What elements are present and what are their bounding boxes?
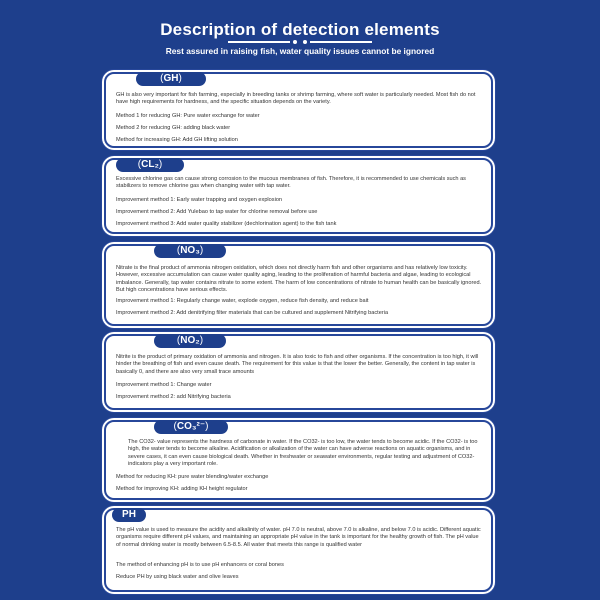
section-method: Improvement method 2: Add Yulebao to tap water for chlorine removal before use [116, 209, 318, 215]
section-card-gh [104, 72, 493, 148]
section-label: CO₃²⁻ [176, 421, 206, 432]
section-label-pill: (NO₃) [154, 244, 226, 258]
section-method: Method for improving KH: adding KH height regulator [116, 486, 248, 492]
section-method: Improvement method 2: add Nitrifying bacteria [116, 394, 231, 400]
divider-dot-left [293, 40, 297, 44]
section-label: GH [163, 73, 179, 84]
section-label-pill [112, 508, 146, 522]
section-method: Improvement method 1: Change water [116, 382, 212, 388]
section-method: Method for reducing KH: pure water blending/water exchange [116, 474, 269, 480]
section-card-no3 [104, 244, 493, 326]
divider-line-right [310, 41, 372, 43]
section-method: Improvement method 2: Add denitrifying filter materials that can be cultured and supplement Nitrifying bacteria [116, 310, 389, 316]
section-method: Method for increasing GH: Add GH lifting solution [116, 137, 238, 143]
section-label-pill: (NO₂) [154, 334, 226, 348]
section-label: NO₃ [180, 245, 200, 256]
section-label: NO₂ [180, 335, 200, 346]
section-label-pill: (GH) [136, 72, 206, 86]
section-card-no2 [104, 334, 493, 410]
section-method: Reduce PH by using black water and olive leaves [116, 574, 239, 580]
section-method: Improvement method 1: Early water trapping and oxygen explosion [116, 197, 283, 203]
section-label: CL₂ [141, 159, 159, 170]
section-label: PH [122, 509, 136, 520]
section-description: The pH value is used to measure the acidity and alkalinity of water. pH 7.0 is neutral, above 7.0 is alkaline, and below 7.0 is acidic. Different aquatic organisms require different pH values, and maintaining an appropriate pH value in the tank is important for the healthy growth of fish. The pH value of normal drinking water is mostly between 6.5-8.5. All water that meets this range is qualified water [116, 527, 481, 548]
section-method: The method of enhancing pH is to use pH enhancers or coral bones [116, 562, 284, 568]
divider-line-left [228, 41, 290, 43]
section-description: GH is also very important for fish farming, especially in breeding tanks or shrimp farming, where soft water is particularly needed. Most fish do not have high requirements for hardness, and the specific situation depends on the variety. [116, 92, 476, 106]
header [0, 20, 600, 40]
section-description: Excessive chlorine gas can cause strong corrosion to the mucous membranes of fish. Therefore, it is recommended to use chemicals such as stabilizers to remove chlorine gas when changing water with tap water. [116, 176, 466, 190]
section-method: Improvement method 3: Add water quality stabilizer (dechlorination agent) to the fish tank [116, 221, 337, 227]
section-description: Nitrate is the final product of ammonia nitrogen oxidation, which does not directly harm fish and other organisms and has relatively low toxicity. However, excessive accumulation can cause water quality aging, leading to the proliferation of harmful bacteria and algae, leading to ecological imbalance. Generally, tap water contains nitrate to some extent. The harm of low concentrations of nitrate to human health can be basically ignored. But high concentrations have serious effects. [116, 265, 482, 293]
section-method: Method 1 for reducing GH: Pure water exchange for water [116, 113, 260, 119]
title-divider [0, 41, 600, 45]
page-subtitle: Rest assured in raising fish, water quality issues cannot be ignored [165, 46, 435, 56]
section-card-co3 [104, 420, 493, 500]
divider-dot-right [303, 40, 307, 44]
section-card-cl2 [104, 158, 493, 234]
section-label-pill: (CL₂) [116, 158, 184, 172]
section-description: The CO32- value represents the hardness of carbonate in water. If the CO32- is too low, the water tends to become acidic. If the CO32- is too high, the water tends to become alkaline. Acidification or alkalization of the water can have adverse reactions on aquatic organisms, and in severe cases, it can even cause biological death. Whether in freshwater or seawater environments, regular testing and adjustment of CO32- indicators play a very important role. [128, 439, 478, 467]
page-title: Description of detection elements [160, 20, 440, 39]
section-method: Method 2 for reducing GH: adding black water [116, 125, 231, 131]
section-description: Nitrite is the product of primary oxidation of ammonia and nitrogen. It is also toxic to fish and other organisms. If the concentration is too high, it will hinder the breathing of fish and even cause death. The requirement for this value is that the lower the better. Generally, the content in tap water is basically 0, and there are also very small trace amounts [116, 354, 479, 375]
section-label-pill: (CO₃²⁻) [154, 420, 228, 434]
section-card-ph [104, 508, 493, 592]
section-method: Improvement method 1: Regularly change water, explode oxygen, reduce fish density, and reduce bait [116, 298, 369, 304]
